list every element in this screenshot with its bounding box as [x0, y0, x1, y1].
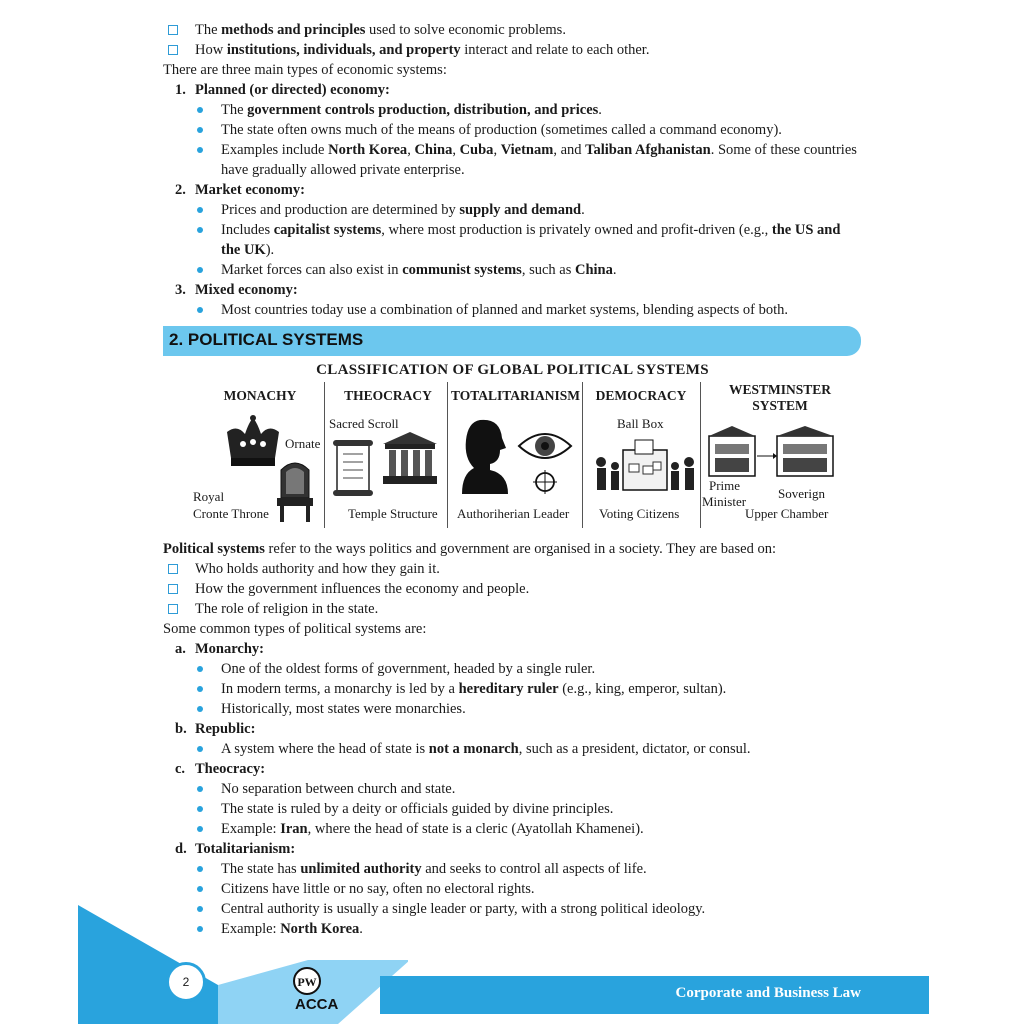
footer-decoration	[78, 905, 408, 1024]
list-item: In modern terms, a monarchy is led by a hereditary ruler (e.g., king, emperor, sultan).	[163, 679, 863, 699]
square-bullet-icon	[168, 45, 178, 55]
label-scroll: Sacred Scroll	[329, 416, 399, 431]
divider	[582, 382, 583, 528]
pw-logo-icon	[292, 966, 322, 996]
bullet-icon	[197, 147, 203, 153]
list-item: Most countries today use a combination of planned and market systems, blending aspects of both.	[163, 300, 863, 320]
list-item: Prices and production are determined by supply and demand.	[163, 200, 863, 220]
list-item: Market forces can also exist in communist systems, such as China.	[163, 260, 863, 280]
col-monarchy: MONACHY	[223, 388, 297, 403]
col-westminster: WESTMINSTER SYSTEM	[728, 382, 832, 413]
list-item: One of the oldest forms of government, headed by a single ruler.	[163, 659, 863, 679]
list-item: Example: Iran, where the head of state is a cleric (Ayatollah Khamenei).	[163, 819, 863, 839]
scroll-icon	[331, 440, 375, 496]
eye-icon	[517, 426, 573, 496]
parliament-icon	[707, 426, 837, 480]
label-prime: Prime	[709, 478, 741, 493]
bullet-icon	[197, 307, 203, 313]
bullet-icon	[197, 227, 203, 233]
label-soverign: Soverign	[778, 486, 825, 501]
bullet-icon	[197, 686, 203, 692]
list-item: How institutions, individuals, and property interact and relate to each other.	[163, 40, 863, 60]
list-item: Central authority is usually a single leader or party, with a strong political ideology.	[163, 899, 863, 919]
republic-heading: b. Republic:	[175, 721, 256, 737]
list-item: Who holds authority and how they gain it.	[163, 559, 863, 579]
label-throne: Cronte Throne	[193, 506, 269, 521]
divider	[700, 382, 701, 528]
throne-icon	[275, 458, 315, 524]
economic-systems-text	[163, 20, 863, 320]
list-item: The government controls production, distribution, and prices.	[163, 100, 863, 120]
theocracy-heading: c. Theocracy:	[175, 761, 266, 777]
divider	[324, 382, 325, 528]
list-item: The state often owns much of the means of production (sometimes called a command economy).	[163, 120, 863, 140]
pol-intro: Political systems refer to the ways politics and government are organised in a society. They are based on:	[163, 541, 776, 557]
totalitarianism-heading: d. Totalitarianism:	[175, 841, 296, 857]
diagram-title: CLASSIFICATION OF GLOBAL POLITICAL SYSTEMS	[316, 362, 709, 378]
temple-icon	[381, 430, 439, 486]
market-heading: 2. Market economy:	[175, 182, 305, 198]
label-temple: Temple Structure	[348, 506, 438, 521]
label-ornate: Ornate	[285, 436, 321, 451]
pw-logo-text: PW	[297, 975, 317, 989]
list-item-continued: the UK).	[221, 242, 275, 258]
section-title: 2. POLITICAL SYSTEMS	[169, 330, 364, 349]
label-minister: Minister	[702, 494, 747, 509]
list-item: The state is ruled by a deity or officials guided by divine principles.	[163, 799, 863, 819]
section-banner	[163, 326, 861, 356]
bullet-icon	[197, 207, 203, 213]
label-upper: Upper Chamber	[745, 506, 829, 521]
list-item: No separation between church and state.	[163, 779, 863, 799]
page-number: 2	[166, 962, 206, 1002]
crown-icon	[223, 414, 283, 470]
list-item: Examples include North Korea, China, Cuba, Vietnam, and Taliban Afghanistan. Some of these countries	[163, 140, 863, 160]
bullet-icon	[197, 886, 203, 892]
book-title: Corporate and Business Law	[675, 985, 861, 1001]
bullet-icon	[197, 806, 203, 812]
label-voting: Voting Citizens	[599, 506, 680, 521]
bullet-icon	[197, 666, 203, 672]
planned-heading: 1. Planned (or directed) economy:	[175, 82, 390, 98]
bullet-icon	[197, 706, 203, 712]
list-item: Includes capitalist systems, where most production is privately owned and profit-driven (e.g., the US and	[163, 220, 863, 240]
label-leader: Authoriherian Leader	[457, 506, 570, 521]
bullet-icon	[197, 826, 203, 832]
bullet-icon	[197, 746, 203, 752]
bullet-icon	[197, 127, 203, 133]
types-intro: Some common types of political systems are:	[163, 621, 427, 637]
list-item: A system where the head of state is not a monarch, such as a president, dictator, or consul.	[163, 739, 863, 759]
footer-bar	[380, 976, 929, 1014]
leader-silhouette-icon	[460, 418, 510, 494]
political-systems-text	[163, 539, 863, 939]
col-theocracy: THEOCRACY	[344, 388, 432, 403]
political-systems-diagram	[185, 362, 840, 532]
square-bullet-icon	[168, 604, 178, 614]
square-bullet-icon	[168, 584, 178, 594]
list-item: The state has unlimited authority and seeks to control all aspects of life.	[163, 859, 863, 879]
list-item: Citizens have little or no say, often no electoral rights.	[163, 879, 863, 899]
econ-intro: There are three main types of economic systems:	[163, 62, 447, 78]
label-royal: Royal	[193, 489, 225, 504]
square-bullet-icon	[168, 25, 178, 35]
list-item: The role of religion in the state.	[163, 599, 863, 619]
ballot-box-icon	[593, 436, 697, 498]
bullet-icon	[197, 786, 203, 792]
label-ballbox: Ball Box	[617, 416, 664, 431]
list-item: The methods and principles used to solve economic problems.	[163, 20, 863, 40]
col-totalitarianism: TOTALITARIANISM	[450, 388, 581, 403]
brand-name: ACCA	[295, 996, 339, 1013]
bullet-icon	[197, 866, 203, 872]
list-item: Historically, most states were monarchies.	[163, 699, 863, 719]
list-item: How the government influences the economy and people.	[163, 579, 863, 599]
col-democracy: DEMOCRACY	[595, 388, 687, 403]
bullet-icon	[197, 107, 203, 113]
square-bullet-icon	[168, 564, 178, 574]
bullet-icon	[197, 267, 203, 273]
list-item-continued: have gradually allowed private enterprise.	[221, 162, 465, 178]
mixed-heading: 3. Mixed economy:	[175, 282, 298, 298]
list-item: Example: North Korea.	[163, 919, 863, 939]
monarchy-heading: a. Monarchy:	[175, 641, 265, 657]
divider	[447, 382, 448, 528]
